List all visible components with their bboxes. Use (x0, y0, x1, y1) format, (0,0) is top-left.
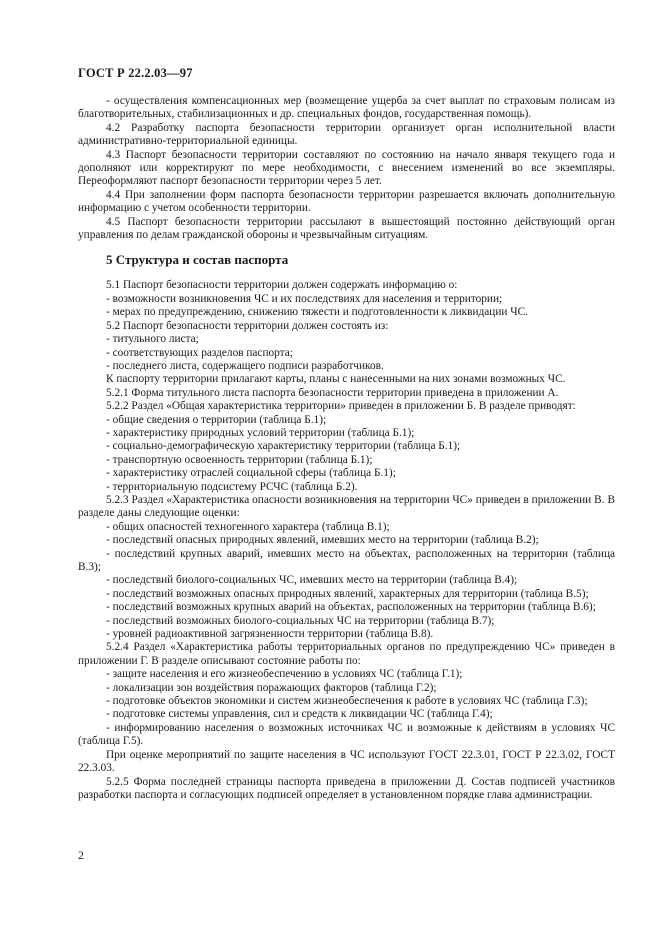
paragraph: 5.1 Паспорт безопасности территории должен содержать информацию о: (106, 279, 458, 292)
list-item: - подготовке объектов экономики и систем жизнеобеспечения к работе в условиях ЧС (таблица Г.3); (106, 695, 588, 708)
list-item: - последнего листа, содержащего подписи разработчиков. (106, 359, 384, 372)
paragraph: 4.5 Паспорт безопасности территории рассылают в вышестоящий постоянно действующий орган управления по делам гражданской обороны и чрезвычайным ситуациям. (78, 215, 615, 242)
list-item: - последствий опасных природных явлений, имевших место на территории (таблица В.2); (106, 534, 539, 547)
list-item: - защите населения и его жизнеобеспечению в условиях ЧС (таблица Г.1); (106, 668, 463, 681)
paragraph: 5.2.2 Раздел «Общая характеристика территории» приведен в приложении Б. В разделе приводят: (106, 400, 576, 413)
paragraph: 5.2.1 Форма титульного листа паспорта безопасности территории приведена в приложении А. (106, 386, 559, 399)
list-item: - последствий возможных опасных природных явлений, характерных для территории (таблица В.5); (106, 587, 589, 600)
page-number: 2 (78, 848, 84, 862)
paragraph: 5.2 Паспорт безопасности территории должен состоять из: (106, 319, 389, 332)
list-item: - соответствующих разделов паспорта; (106, 346, 293, 359)
paragraph: 4.2 Разработку паспорта безопасности территории организует орган исполнительной власти административно-территориальной единицы. (78, 121, 615, 148)
document-header: ГОСТ Р 22.2.03—97 (78, 66, 193, 80)
list-item: - последствий крупных аварий, имевших место на объектах, расположенных на территории (таблица В.3); (78, 547, 615, 573)
list-item: - уровней радиоактивной загрязненности территории (таблица В.8). (106, 628, 434, 641)
paragraph: 5.2.3 Раздел «Характеристика опасности возникновения на территории ЧС» приведен в приложении В. В разделе даны следующие оценки: (78, 493, 615, 520)
paragraph: 4.3 Паспорт безопасности территории составляют по состоянию на начало января текущего года и дополняют или корректируют по мере необходимости, с внесением изменений во все экземпляры. Переоформляют паспорт безопасности территории через 5 лет. (78, 148, 615, 188)
list-item: - последствий возможных крупных аварий на объектах, расположенных на территории (таблица В.6); (106, 601, 596, 614)
paragraph: - осуществления компенсационных мер (возмещение ущерба за счет выплат по страховым полисам из благотворительных, стабилизационных и др. специальных фондов, государственная помощь). (78, 95, 615, 121)
section-title: 5 Структура и состав паспорта (106, 252, 289, 268)
list-item: - общих опасностей техногенного характера (таблица В.1); (106, 520, 390, 533)
list-item: - локализации зон воздействия поражающих факторов (таблица Г.2); (106, 681, 437, 694)
list-item: - характеристику отраслей социальной сферы (таблица Б.1); (106, 467, 396, 480)
list-item: - мерах по предупреждению, снижению тяжести и подготовленности к ликвидации ЧС. (106, 306, 528, 319)
list-item: - информированию населения о возможных источниках ЧС и возможные к действиям в условиях ЧС (таблица Г.5). (78, 721, 615, 748)
paragraph: 5.2.4 Раздел «Характеристика работы территориальных органов по предупреждению ЧС» приведен в приложении Г. В разделе описывают состояние работы по: (78, 641, 615, 667)
paragraph: 4.4 При заполнении форм паспорта безопасности территории разрешается включать дополнительную информацию с учетом особенности территории. (78, 188, 615, 215)
paragraph: К паспорту территории прилагают карты, планы с нанесенными на них зонами возможных ЧС. (106, 373, 566, 386)
list-item: - общие сведения о территории (таблица Б.1); (106, 413, 327, 426)
list-item: - подготовке системы управления, сил и средств к ликвидации ЧС (таблица Г.4); (106, 708, 493, 721)
list-item: - возможности возникновения ЧС и их последствиях для населения и территории; (106, 292, 503, 305)
list-item: - последствий биолого-социальных ЧС, имевших место на территории (таблица В.4); (106, 574, 518, 587)
list-item: - титульного листа; (106, 333, 199, 346)
paragraph: 5.2.5 Форма последней страницы паспорта приведена в приложении Д. Состав подписей участников разработки паспорта и согласующих подписей определяет в установленном порядке глава администрации. (78, 775, 615, 801)
list-item: - последствий возможных биолого-социальных ЧС на территории (таблица В.7); (106, 614, 495, 627)
paragraph: При оценке мероприятий по защите населения в ЧС используют ГОСТ 22.3.01, ГОСТ Р 22.3.02, ГОСТ 22.3.03. (78, 748, 615, 775)
list-item: - характеристику природных условий территории (таблица Б.1); (106, 426, 415, 439)
list-item: - территориальную подсистему РСЧС (таблица Б.2). (106, 480, 358, 493)
list-item: - транспортную освоенность территории (таблица Б.1); (106, 453, 373, 466)
document-body (78, 95, 615, 802)
list-item: - социально-демографическую характеристику территории (таблица Б.1); (106, 440, 461, 453)
